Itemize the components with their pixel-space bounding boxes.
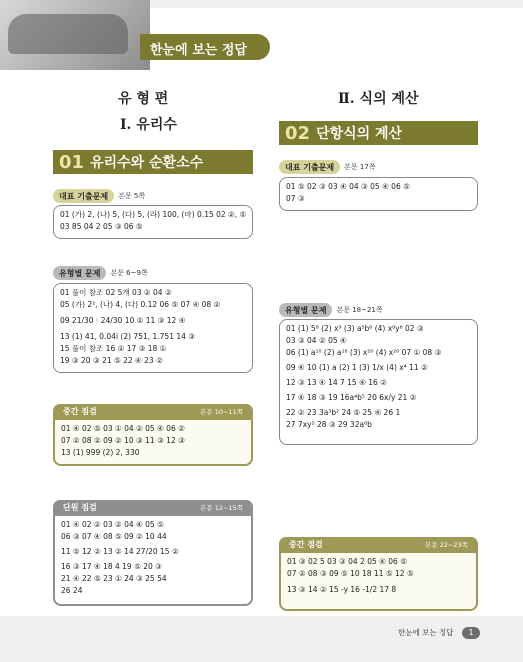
answers-danwon-left [53,514,253,606]
tag-pages: 본문 18~21쪽 [336,306,383,314]
section-num: 02 [285,122,311,144]
answers-daepyo-right [279,177,478,211]
answer-line: 07 ② 08 ② 09 ② 10 ③ 11 ③ 12 ③ [61,436,185,445]
panel-header [53,500,253,514]
answer-line: 16 ③ 17 ④ 18 4 19 ⑤ 20 ③ [61,562,162,571]
panel-label: 단원 점검 [63,502,97,512]
answer-line: 15 풀이 참조 16 ② 17 ③ 18 ① [60,344,167,353]
answers-junggan-left [53,418,253,466]
answer-line: 21 ④ 22 ⑤ 23 ① 24 ③ 25 54 [61,574,167,583]
panel-danwon-left [53,500,253,606]
answer-line: 26 24 [61,586,83,595]
answer-line: 27 7xy² 28 ③ 29 32a⁶b [286,420,372,429]
answer-line: 22 ② 23 3a³b² 24 ⑤ 25 ④ 26 1 [286,408,401,417]
answer-line: 09 21/30 · 24/30 10 ② 11 ③ 12 ④ [60,316,186,325]
tag-pages: 본문 6~9쪽 [110,269,148,277]
answer-line: 01 (가) 2, (나) 5, (다) 5, (라) 100, (마) 0.15 02 ②, ⑤ [60,210,247,219]
section-title: 단항식의 계산 [316,126,403,142]
panel-label: 중간 점검 [63,406,97,416]
answers-junggan-right [279,551,478,611]
panel-header [279,537,478,551]
page-number: 1 [462,627,480,639]
section-bar-01 [53,150,253,174]
answers-yuhyeong-left [53,283,253,373]
answer-line: 01 ⑤ 02 ③ 03 ④ 04 ③ 05 ④ 06 ⑤ [286,182,410,191]
panel-junggan-right [279,537,478,611]
panel-header [53,404,253,418]
answers-yuhyeong-right [279,319,478,445]
section-bar-02 [279,121,478,145]
tag-label: 대표 기출문제 [53,189,114,203]
tag-label: 대표 기출문제 [279,160,340,174]
answer-line: 09 ④ 10 (1) a (2) 1 (3) 1/x (4) x⁴ 11 ② [286,363,428,372]
answer-line: 17 ④ 18 ③ 19 16a⁴b⁵ 20 6x/y 21 ② [286,393,417,402]
panel-pages: 본문 10~11쪽 [200,407,243,416]
footer-title: 한눈에 보는 정답 [398,628,454,637]
tag-pages: 본문 5쪽 [118,192,146,200]
section-num: 01 [59,151,85,173]
answer-line: 06 ③ 07 ④ 08 ⑤ 09 ② 10 44 [61,532,167,541]
answer-line: 11 ⑤ 12 ② 13 ② 14 27/20 15 ② [61,547,179,556]
section-title: 유리수와 순환소수 [90,155,204,171]
tag-daepyo-left [53,189,145,203]
answer-line: 13 ③ 14 ② 15 -y 16 -1/2 17 8 [287,585,397,594]
tag-daepyo-right [279,160,376,174]
tag-label: 유형별 문제 [53,266,106,280]
answer-line: 07 ③ [286,194,305,203]
tag-yuhyeong-right [279,303,383,317]
answer-line: 01 ④ 02 ② 03 ② 04 ④ 05 ⑤ [61,520,164,529]
tag-yuhyeong-left [53,266,148,280]
tag-pages: 본문 17쪽 [344,163,376,171]
answers-daepyo-left [53,205,253,239]
panel-pages: 본문 22~23쪽 [425,540,468,549]
panel-junggan-left [53,404,253,466]
chapter-title-right: Ⅱ. 식의 계산 [338,91,419,107]
answer-line: 12 ③ 13 ④ 14 7 15 ④ 16 ② [286,378,387,387]
header-banner: 한눈에 보는 정답 [140,34,270,60]
answer-line: 19 ③ 20 ③ 21 ⑤ 22 ④ 23 ② [60,356,163,365]
answer-line: 01 (1) 5⁸ (2) x⁹ (3) a⁵b⁶ (4) x⁸y⁶ 02 ③ [286,324,424,333]
footer-bar [0,616,523,662]
panel-label: 중간 점검 [289,539,323,549]
answer-line: 01 풀이 참조 02 5개 03 ② 04 ② [60,288,172,297]
tag-label: 유형별 문제 [279,303,332,317]
answer-line: 05 (가) 2², (나) 4, (다) 0.12 06 ⑤ 07 ④ 08 ② [60,300,221,309]
answer-line: 01 ③ 02 5 03 ③ 04 2 05 ④ 06 ⑤ [287,557,407,566]
answer-line: 03 85 04 2 05 ③ 06 ⑤ [60,222,143,231]
panel-pages: 본문 12~15쪽 [200,503,243,512]
header-sofa-image [0,0,150,70]
answer-line: 03 ③ 04 ② 05 ④ [286,336,347,345]
answer-line: 06 (1) a¹⁰ (2) a¹⁶ (3) x²⁰ (4) x²⁰ 07 ① 08 ③ [286,348,442,357]
answer-line: 13 (1) 999 (2) 2, 330 [61,448,140,457]
part-title: 유 형 편 [118,91,169,107]
answer-line: 07 ② 08 ③ 09 ⑤ 10 18 11 ⑤ 12 ⑤ [287,569,414,578]
answer-line: 13 (1) 41, 0.04i (2) 751, 1.751 14 ③ [60,332,196,341]
answer-line: 01 ④ 02 ⑤ 03 ① 04 ② 05 ④ 06 ② [61,424,185,433]
chapter-title-left: Ⅰ. 유리수 [120,117,177,133]
